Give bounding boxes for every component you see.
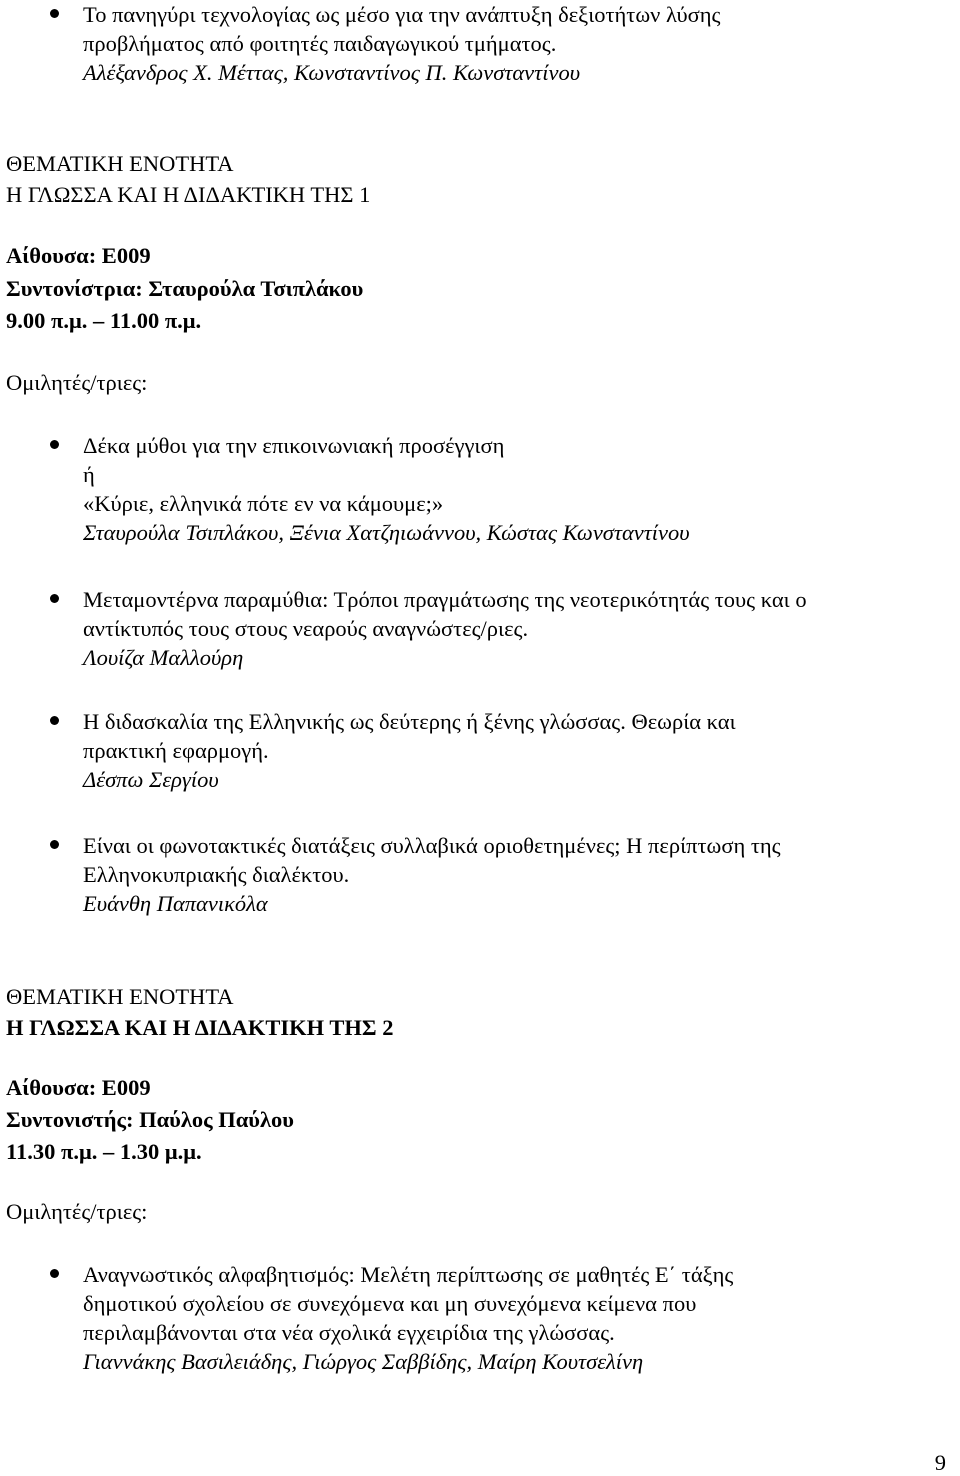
section-heading: ΘΕΜΑΤΙΚΗ ΕΝΟΤΗΤΑ — [6, 984, 234, 1009]
talk-title-line: Δέκα μύθοι για την επικοινωνιακή προσέγγιση — [83, 433, 505, 458]
talk-title-line: Αναγνωστικός αλφαβητισμός: Μελέτη περίπτωσης σε μαθητές Ε΄ τάξης — [83, 1262, 734, 1287]
talk-title-line: Είναι οι φωνοτακτικές διατάξεις συλλαβικά οριοθετημένες; Η περίπτωση της — [83, 833, 781, 858]
session-room: Αίθουσα: Ε009 — [6, 243, 151, 268]
talk-authors: Ευάνθη Παπανικόλα — [83, 891, 268, 916]
talk-authors: Δέσπω Σεργίου — [83, 767, 219, 792]
session-time: 11.30 π.μ. – 1.30 μ.μ. — [6, 1139, 202, 1164]
session-coordinator: Συντονιστής: Παύλος Παύλου — [6, 1107, 294, 1132]
talk-title-line: πρακτική εφαρμογή. — [83, 738, 269, 763]
bullet-icon — [50, 440, 59, 449]
section-heading: ΘΕΜΑΤΙΚΗ ΕΝΟΤΗΤΑ — [6, 151, 234, 176]
talk-title-line: προβλήματος από φοιτητές παιδαγωγικού τμήματος. — [83, 31, 557, 56]
section-heading: Η ΓΛΩΣΣΑ ΚΑΙ Η ΔΙΔΑΚΤΙΚΗ ΤΗΣ 2 — [6, 1015, 394, 1040]
talk-authors: Σταυρούλα Τσιπλάκου, Ξένια Χατζηιωάννου, Κώστας Κωνσταντίνου — [83, 520, 690, 545]
session-coordinator: Συντονίστρια: Σταυρούλα Τσιπλάκου — [6, 276, 364, 301]
talk-authors: Γιαννάκης Βασιλειάδης, Γιώργος Σαββίδης, Μαίρη Κουτσελίνη — [83, 1349, 644, 1374]
talk-title-line: Ελληνοκυπριακής διαλέκτου. — [83, 862, 350, 887]
talk-authors: Λουίζα Μαλλούρη — [83, 645, 244, 670]
bullet-icon — [50, 716, 59, 725]
section-heading: Η ΓΛΩΣΣΑ ΚΑΙ Η ΔΙΔΑΚΤΙΚΗ ΤΗΣ 1 — [6, 182, 371, 207]
speakers-label: Ομιλητές/τριες: — [6, 370, 148, 395]
talk-title-line: ή — [83, 462, 95, 487]
talk-title-line: Η διδασκαλία της Ελληνικής ως δεύτερης ή ξένης γλώσσας. Θεωρία και — [83, 709, 736, 734]
session-time: 9.00 π.μ. – 11.00 π.μ. — [6, 308, 202, 333]
session-room: Αίθουσα: Ε009 — [6, 1075, 151, 1100]
talk-authors: Αλέξανδρος Χ. Μέττας, Κωνσταντίνος Π. Κωνσταντίνου — [83, 60, 581, 85]
speakers-label: Ομιλητές/τριες: — [6, 1199, 148, 1224]
talk-title-line: Μεταμοντέρνα παραμύθια: Τρόποι πραγμάτωσης της νεοτερικότητάς τους και ο — [83, 587, 807, 612]
page-number: 9 — [934, 1450, 946, 1475]
talk-title-line: Το πανηγύρι τεχνολογίας ως μέσο για την ανάπτυξη δεξιοτήτων λύσης — [83, 2, 721, 27]
talk-title-line: αντίκτυπός τους στους νεαρούς αναγνώστες/ριες. — [83, 616, 529, 641]
talk-title-line: δημοτικού σχολείου σε συνεχόμενα και μη συνεχόμενα κείμενα που — [83, 1291, 697, 1316]
bullet-icon — [50, 9, 59, 18]
bullet-icon — [50, 840, 59, 849]
talk-title-line: «Κύριε, ελληνικά πότε εν να κάμουμε;» — [83, 491, 444, 516]
bullet-icon — [50, 1269, 59, 1278]
talk-title-line: περιλαμβάνονται στα νέα σχολικά εγχειρίδια της γλώσσας. — [83, 1320, 615, 1345]
bullet-icon — [50, 594, 59, 603]
